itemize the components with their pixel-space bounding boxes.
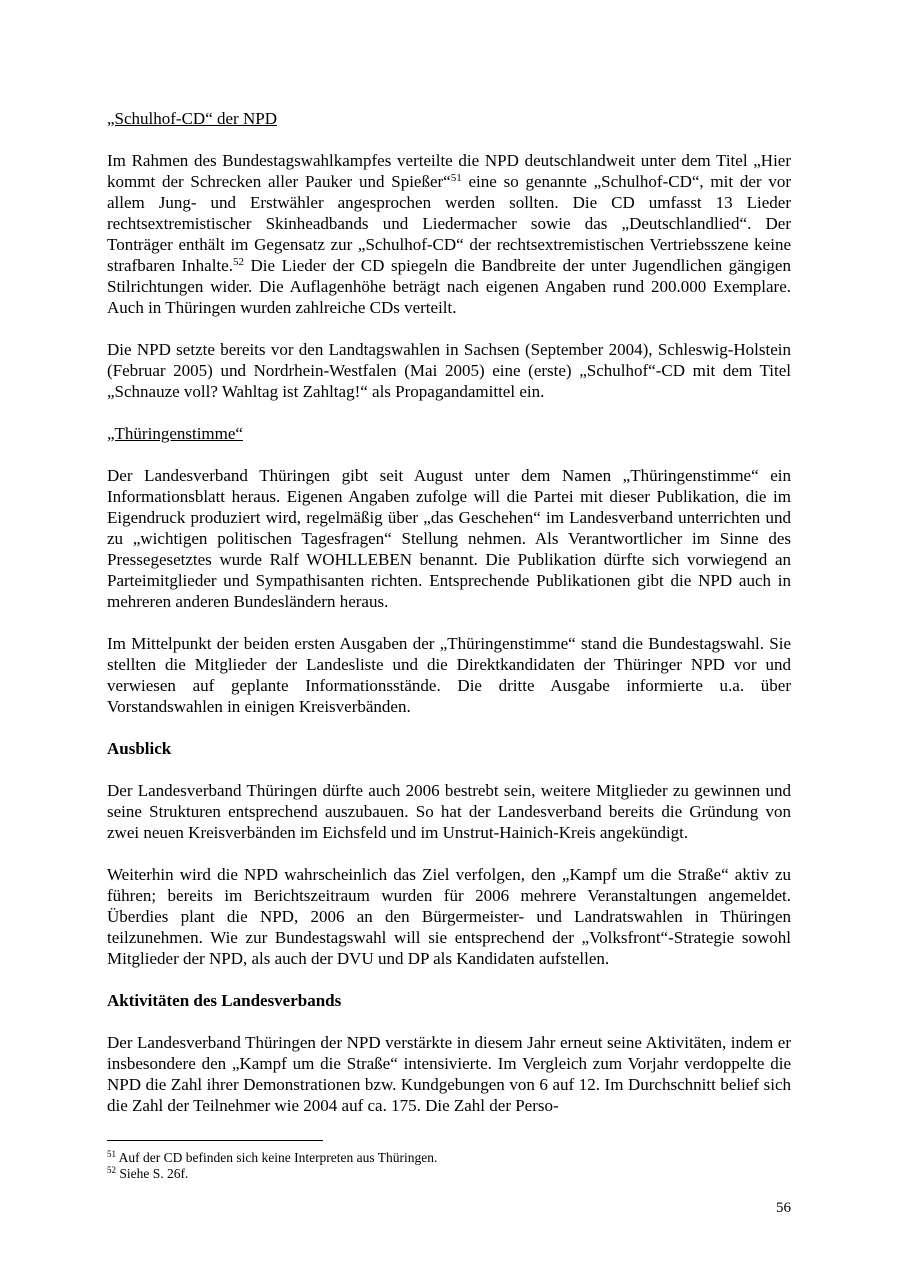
footnote-text: Auf der CD befinden sich keine Interpreten aus Thüringen. [116,1150,438,1165]
paragraph-schulhof-cd-earlier: Die NPD setzte bereits vor den Landtagswahlen in Sachsen (September 2004), Schleswig-Holstein (Februar 2005) und Nordrhein-Westfalen (Mai 2005) eine (erste) „Schulhof“-CD mit dem Titel „Schnauze voll? Wahltag ist Zahltag!“ als Propagandamittel ein. [107,340,791,401]
footnote-number: 51 [107,1149,116,1159]
footnote-separator [107,1140,323,1141]
section-heading-thueringenstimme: „Thüringenstimme“ [107,424,243,443]
footnote-51 [107,1150,791,1166]
paragraph-schulhof-cd-intro [107,150,791,318]
text-segment: Die Lieder der CD spiegeln die Bandbreite der unter Jugendlichen gängigen Stilrichtungen wider. Die Auflagenhöhe beträgt nach eigenen Angaben rund 200.000 Exemplare. Auch in Thüringen wurden zahlreiche CDs verteilt. [107,256,791,317]
paragraph-aktivitaeten: Der Landesverband Thüringen der NPD verstärkte in diesem Jahr erneut seine Aktivitäten, indem er insbesondere den „Kampf um die Straße“ intensivierte. Im Vergleich zum Vorjahr verdoppelte die NPD die Zahl ihrer Demonstrationen bzw. Kundgebungen von 6 auf 12. Im Durchschnitt belief sich die Zahl der Teilnehmer wie 2004 auf ca. 175. Die Zahl der Perso- [107,1033,791,1115]
paragraph-thueringenstimme-issues: Im Mittelpunkt der beiden ersten Ausgaben der „Thüringenstimme“ stand die Bundestagswahl. Sie stellten die Mitglieder der Landesliste und die Direktkandidaten der Thüringer NPD vor und verwiesen auf geplante Informationsstände. Die dritte Ausgabe informierte u.a. über Vorstandswahlen in einigen Kreisverbänden. [107,634,791,716]
paragraph-ausblick-members: Der Landesverband Thüringen dürfte auch 2006 bestrebt sein, weitere Mitglieder zu gewinnen und seine Strukturen entsprechend auszubauen. So hat der Landesverband bereits die Gründung von zwei neuen Kreisverbänden im Eichsfeld und im Unstrut-Hainich-Kreis angekündigt. [107,781,791,842]
footnote-number: 52 [107,1165,116,1175]
footnote-52 [107,1166,791,1182]
footnote-ref-51[interactable]: 51 [450,172,462,184]
footnote-text: Siehe S. 26f. [116,1166,189,1181]
page-number: 56 [776,1200,791,1216]
text-segment: Im Rahmen des Bundestagswahlkampfes verteilte die NPD deutschlandweit unter dem Titel „Hier kommt der Schrecken aller Pauker und Spießer“ [107,151,791,191]
section-heading-aktivitaeten: Aktivitäten des Landesverbands [107,991,342,1010]
paragraph-thueringenstimme-intro: Der Landesverband Thüringen gibt seit August unter dem Namen „Thüringenstimme“ ein Informationsblatt heraus. Eigenen Angaben zufolge will die Partei mit dieser Publikation, die im Eigendruck produziert wird, regelmäßig über „das Geschehen“ im Landesverband unterrichten und zu „wichtigen politischen Tagesfragen“ Stellung nehmen. Als Verantwortlicher im Sinne des Pressegesetztes wurde Ralf WOHLLEBEN benannt. Die Publikation dürfte sich vorwiegend an Parteimitglieder und Sympathisanten richten. Entsprechende Publikationen gibt die NPD auch in mehreren anderen Bundesländern heraus. [107,466,791,611]
footnote-ref-52[interactable]: 52 [232,256,244,268]
footnotes [107,1150,791,1182]
document-body [107,108,791,1137]
paragraph-ausblick-strategy: Weiterhin wird die NPD wahrscheinlich das Ziel verfolgen, den „Kampf um die Straße“ aktiv zu führen; bereits im Berichtszeitraum wurden für 2006 mehrere Veranstaltungen angemeldet. Überdies plant die NPD, 2006 an den Bürgermeister- und Landratswahlen in Thüringen teilzunehmen. Wie zur Bundestagswahl will sie entsprechend der „Volksfront“-Strategie sowohl Mitglieder der NPD, als auch der DVU und DP als Kandidaten aufstellen. [107,865,791,968]
text-segment: eine so genannte „Schulhof-CD“, mit der vor allem Jung- und Erstwähler angesprochen werden sollten. Die CD umfasst 13 Lieder rechtsextremistischer Skinheadbands und Liedermacher sowie das „Deutschlandlied“. Der Tonträger enthält im Gegensatz zur „Schulhof-CD“ der rechtsextremistischen Vertriebsszene keine strafbaren Inhalte. [107,172,792,275]
section-heading-ausblick: Ausblick [107,739,172,758]
section-heading-schulhof-cd: „Schulhof-CD“ der NPD [107,109,277,128]
